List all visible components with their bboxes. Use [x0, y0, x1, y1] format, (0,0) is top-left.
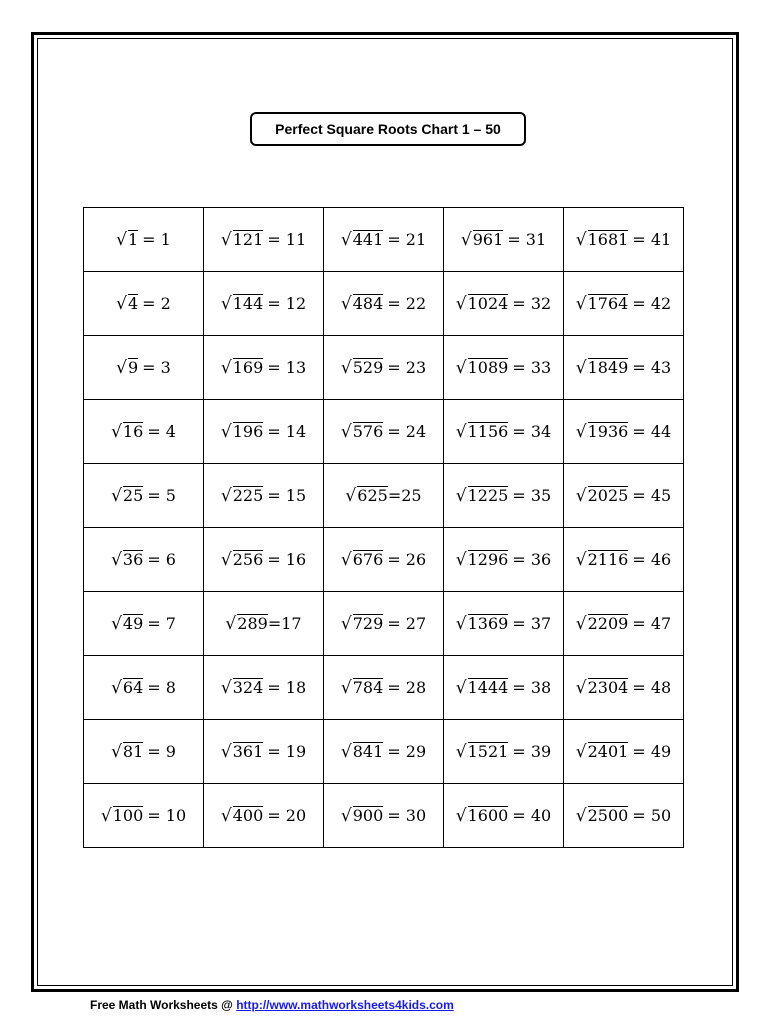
table-cell [444, 720, 564, 784]
table-cell [564, 528, 684, 592]
radicand: 484 [352, 293, 384, 313]
result: = 35 [512, 485, 552, 505]
radicand: 36 [122, 549, 144, 569]
radicand: 169 [232, 357, 264, 377]
table-cell [564, 400, 684, 464]
radicand: 64 [122, 677, 144, 697]
square-root-expression [221, 230, 306, 250]
table-cell [204, 720, 324, 784]
square-root-icon: √ [116, 293, 127, 314]
square-root-expression [116, 294, 171, 314]
square-root-expression [456, 422, 551, 442]
table-cell [444, 336, 564, 400]
radicand: 1 [127, 229, 139, 249]
square-root-expression [221, 678, 306, 698]
result: = 12 [267, 293, 307, 313]
result: = 13 [267, 357, 307, 377]
result: = 46 [632, 549, 672, 569]
table-cell [84, 656, 204, 720]
square-root-expression [456, 358, 551, 378]
table-cell [84, 464, 204, 528]
square-root-icon: √ [225, 613, 237, 634]
radicand: 100 [112, 805, 144, 825]
result: = 16 [267, 549, 307, 569]
radicand: 16 [122, 421, 144, 441]
radicand: 1849 [587, 357, 629, 377]
square-root-icon: √ [220, 485, 232, 506]
table-row [84, 464, 684, 528]
radicand: 2116 [587, 549, 629, 569]
table-cell [204, 208, 324, 272]
radicand: 400 [232, 805, 264, 825]
square-root-expression [341, 806, 426, 826]
radicand: 2304 [587, 677, 629, 697]
result: = 38 [512, 677, 552, 697]
radicand: 1369 [467, 613, 509, 633]
square-root-expression [341, 614, 426, 634]
result: = 34 [512, 421, 552, 441]
table-row [84, 336, 684, 400]
radicand: 1936 [587, 421, 629, 441]
radicand: 900 [352, 805, 384, 825]
square-root-expression [456, 678, 551, 698]
table-cell [444, 592, 564, 656]
square-root-expression [221, 294, 306, 314]
square-root-expression [576, 422, 671, 442]
table-cell [84, 336, 204, 400]
square-root-expression [101, 806, 186, 826]
square-root-icon: √ [575, 229, 587, 250]
footer [90, 998, 454, 1012]
square-root-expression [221, 550, 306, 570]
table-cell [84, 272, 204, 336]
table-row [84, 656, 684, 720]
square-root-expression [221, 358, 306, 378]
square-root-icon: √ [116, 357, 127, 378]
result: = 24 [387, 421, 427, 441]
result: = 36 [512, 549, 552, 569]
square-root-icon: √ [340, 293, 352, 314]
square-root-icon: √ [220, 741, 232, 762]
square-root-icon: √ [116, 229, 127, 250]
result: = 50 [632, 805, 672, 825]
square-root-icon: √ [575, 357, 587, 378]
table-cell [84, 592, 204, 656]
result: = 45 [632, 485, 672, 505]
table-cell [564, 656, 684, 720]
square-root-icon: √ [575, 741, 587, 762]
table-cell [84, 208, 204, 272]
footer-link[interactable]: http://www.mathworksheets4kids.com [236, 998, 454, 1012]
square-root-icon: √ [220, 805, 232, 826]
result: = 48 [632, 677, 672, 697]
square-root-icon: √ [340, 805, 352, 826]
square-root-expression [456, 614, 551, 634]
square-root-icon: √ [111, 613, 122, 634]
square-root-expression [111, 550, 176, 570]
result: = 44 [632, 421, 672, 441]
radicand: 1156 [467, 421, 509, 441]
square-root-icon: √ [111, 741, 122, 762]
square-root-icon: √ [340, 741, 352, 762]
table-cell [444, 784, 564, 848]
square-root-expression [576, 550, 671, 570]
square-root-icon: √ [575, 421, 587, 442]
square-root-expression [341, 422, 426, 442]
square-root-expression [576, 230, 671, 250]
table-cell [564, 784, 684, 848]
result: = 5 [147, 485, 176, 505]
result: = 37 [512, 613, 552, 633]
table-row [84, 784, 684, 848]
radicand: 324 [232, 677, 264, 697]
radicand: 625 [357, 485, 388, 505]
result: = 47 [632, 613, 672, 633]
square-root-expression [221, 806, 306, 826]
square-root-expression [111, 486, 176, 506]
radicand: 961 [472, 229, 504, 249]
radicand: 1764 [587, 293, 629, 313]
radicand: 1296 [467, 549, 509, 569]
table-cell [204, 656, 324, 720]
result: = 8 [147, 677, 176, 697]
table-cell [444, 656, 564, 720]
table-cell [204, 528, 324, 592]
square-root-expression [576, 742, 671, 762]
radicand: 1089 [467, 357, 509, 377]
radicand: 225 [232, 485, 264, 505]
square-root-expression [456, 550, 551, 570]
square-root-icon: √ [340, 421, 352, 442]
square-root-expression [456, 294, 551, 314]
table-cell [324, 272, 444, 336]
result: = 33 [512, 357, 552, 377]
result: = 22 [387, 293, 427, 313]
square-root-expression [111, 614, 176, 634]
result: = 43 [632, 357, 672, 377]
result: = 14 [267, 421, 307, 441]
square-root-icon: √ [111, 677, 122, 698]
result: = 20 [267, 805, 307, 825]
square-root-icon: √ [220, 421, 232, 442]
radicand: 25 [122, 485, 144, 505]
square-root-icon: √ [345, 485, 357, 506]
table-cell [324, 656, 444, 720]
square-root-icon: √ [340, 677, 352, 698]
square-root-icon: √ [575, 677, 587, 698]
result: = 15 [267, 485, 307, 505]
table-cell [444, 208, 564, 272]
table-cell [324, 592, 444, 656]
result: =17 [267, 613, 302, 633]
radicand: 1681 [587, 229, 629, 249]
table-cell [324, 208, 444, 272]
square-root-icon: √ [100, 805, 112, 826]
table-cell [324, 336, 444, 400]
square-root-expression [456, 742, 551, 762]
square-root-expression [341, 230, 426, 250]
table-cell [564, 592, 684, 656]
table-cell [84, 784, 204, 848]
table-row [84, 592, 684, 656]
table-cell [444, 528, 564, 592]
radicand: 676 [352, 549, 384, 569]
result: = 11 [267, 229, 307, 249]
table-cell [324, 784, 444, 848]
radicand: 4 [127, 293, 139, 313]
result: = 18 [267, 677, 307, 697]
square-roots-table [83, 207, 684, 848]
square-root-icon: √ [340, 229, 352, 250]
radicand: 361 [232, 741, 264, 761]
square-root-expression [116, 230, 171, 250]
square-root-expression [456, 486, 551, 506]
chart-title: Perfect Square Roots Chart 1 – 50 [250, 112, 526, 146]
table-cell [204, 464, 324, 528]
radicand: 441 [352, 229, 384, 249]
square-root-icon: √ [460, 229, 472, 250]
table-cell [324, 528, 444, 592]
table-cell [204, 592, 324, 656]
square-root-icon: √ [575, 549, 587, 570]
table-row [84, 528, 684, 592]
square-root-expression [576, 486, 671, 506]
square-root-expression [576, 806, 671, 826]
table-row [84, 400, 684, 464]
table-cell [564, 208, 684, 272]
radicand: 2401 [587, 741, 629, 761]
square-root-icon: √ [220, 549, 232, 570]
result: = 23 [387, 357, 427, 377]
result: = 39 [512, 741, 552, 761]
radicand: 841 [352, 741, 384, 761]
square-root-icon: √ [340, 549, 352, 570]
table-cell [444, 464, 564, 528]
result: = 32 [512, 293, 552, 313]
table-cell [204, 336, 324, 400]
radicand: 2025 [587, 485, 629, 505]
result: = 29 [387, 741, 427, 761]
result: = 30 [387, 805, 427, 825]
radicand: 1600 [467, 805, 509, 825]
result: = 1 [142, 229, 171, 249]
square-root-icon: √ [575, 613, 587, 634]
radicand: 121 [232, 229, 264, 249]
table-row [84, 720, 684, 784]
square-root-icon: √ [220, 677, 232, 698]
square-root-icon: √ [455, 485, 467, 506]
result: = 40 [512, 805, 552, 825]
result: = 3 [142, 357, 171, 377]
table-row [84, 272, 684, 336]
table-cell [204, 784, 324, 848]
square-root-icon: √ [455, 549, 467, 570]
square-root-expression [576, 614, 671, 634]
radicand: 289 [237, 613, 268, 633]
square-root-expression [576, 294, 671, 314]
square-root-expression [341, 358, 426, 378]
radicand: 144 [232, 293, 264, 313]
square-root-icon: √ [111, 421, 122, 442]
square-root-icon: √ [575, 293, 587, 314]
result: = 10 [147, 805, 187, 825]
table-cell [564, 464, 684, 528]
square-root-expression [111, 678, 176, 698]
table-cell [564, 720, 684, 784]
square-root-icon: √ [455, 805, 467, 826]
square-root-expression [225, 614, 301, 634]
square-root-icon: √ [455, 421, 467, 442]
table-cell [324, 400, 444, 464]
table-cell [204, 400, 324, 464]
square-root-expression [456, 806, 551, 826]
square-root-expression [221, 742, 306, 762]
table-cell [204, 272, 324, 336]
square-root-icon: √ [111, 485, 122, 506]
square-root-expression [576, 358, 671, 378]
radicand: 529 [352, 357, 384, 377]
square-root-icon: √ [575, 805, 587, 826]
result: = 19 [267, 741, 307, 761]
table-cell [444, 400, 564, 464]
radicand: 49 [122, 613, 144, 633]
square-root-icon: √ [111, 549, 122, 570]
radicand: 2209 [587, 613, 629, 633]
square-root-expression [341, 742, 426, 762]
result: = 41 [632, 229, 672, 249]
result: = 42 [632, 293, 672, 313]
square-root-expression [345, 486, 421, 506]
square-root-expression [221, 422, 306, 442]
result: = 9 [147, 741, 176, 761]
square-root-expression [221, 486, 306, 506]
square-root-icon: √ [340, 613, 352, 634]
square-root-icon: √ [220, 293, 232, 314]
result: =25 [387, 485, 422, 505]
radicand: 729 [352, 613, 384, 633]
radicand: 196 [232, 421, 264, 441]
square-root-icon: √ [455, 741, 467, 762]
square-root-icon: √ [220, 357, 232, 378]
table-cell [324, 464, 444, 528]
result: = 49 [632, 741, 672, 761]
square-root-icon: √ [455, 613, 467, 634]
square-root-icon: √ [455, 357, 467, 378]
square-root-icon: √ [455, 293, 467, 314]
radicand: 1024 [467, 293, 509, 313]
square-root-icon: √ [455, 677, 467, 698]
square-root-expression [461, 230, 546, 250]
radicand: 1444 [467, 677, 509, 697]
table-cell [324, 720, 444, 784]
radicand: 9 [127, 357, 139, 377]
result: = 31 [507, 229, 547, 249]
square-root-expression [116, 358, 171, 378]
radicand: 81 [122, 741, 144, 761]
result: = 21 [387, 229, 427, 249]
radicand: 1225 [467, 485, 509, 505]
result: = 26 [387, 549, 427, 569]
square-root-icon: √ [220, 229, 232, 250]
table-cell [84, 528, 204, 592]
square-root-expression [111, 742, 176, 762]
result: = 6 [147, 549, 176, 569]
square-root-expression [341, 294, 426, 314]
radicand: 2500 [587, 805, 629, 825]
square-root-expression [111, 422, 176, 442]
square-root-icon: √ [575, 485, 587, 506]
radicand: 1521 [467, 741, 509, 761]
radicand: 256 [232, 549, 264, 569]
table-cell [84, 400, 204, 464]
table-cell [84, 720, 204, 784]
square-root-expression [341, 678, 426, 698]
result: = 4 [147, 421, 176, 441]
table-cell [564, 272, 684, 336]
square-root-expression [341, 550, 426, 570]
radicand: 576 [352, 421, 384, 441]
table-row [84, 208, 684, 272]
table-cell [444, 272, 564, 336]
square-root-icon: √ [340, 357, 352, 378]
footer-text: Free Math Worksheets @ [90, 998, 237, 1012]
result: = 2 [142, 293, 171, 313]
result: = 7 [147, 613, 176, 633]
result: = 27 [387, 613, 427, 633]
table-cell [564, 336, 684, 400]
square-root-expression [576, 678, 671, 698]
result: = 28 [387, 677, 427, 697]
radicand: 784 [352, 677, 384, 697]
